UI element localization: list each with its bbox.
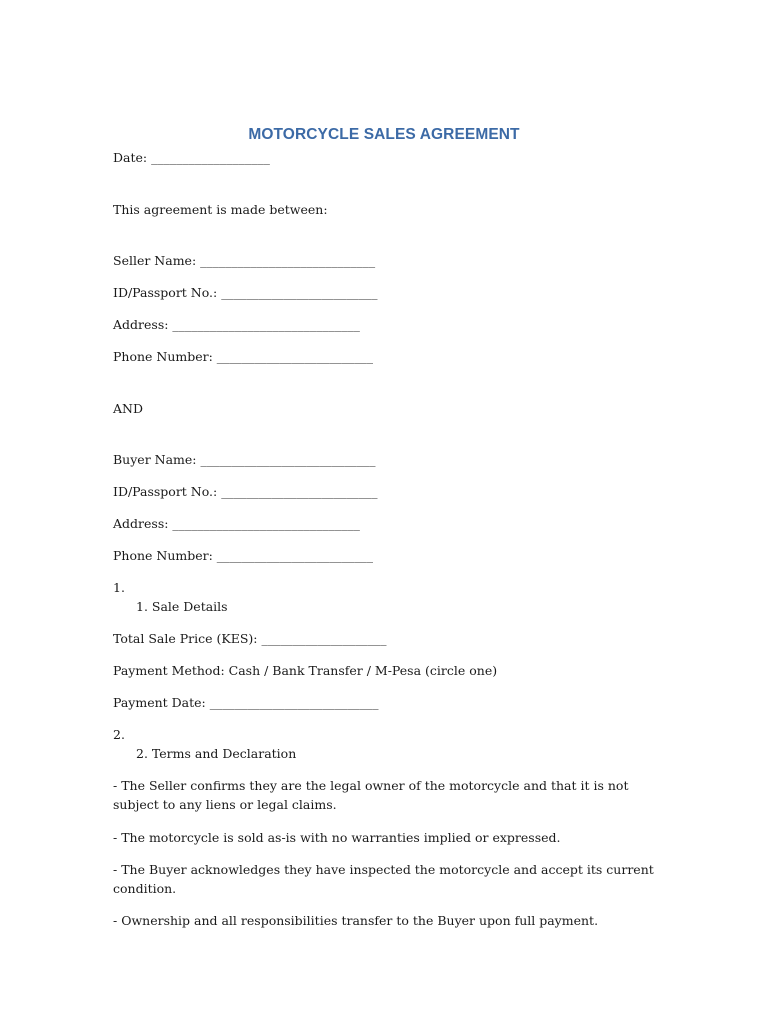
sale-price-line: Total Sale Price (KES): ____________________ [113,631,387,646]
buyer-name-line: Buyer Name: ____________________________ [113,452,376,467]
payment-method-line: Payment Method: Cash / Bank Transfer / M-Pesa (circle one) [113,663,498,678]
seller-address-line: Address: ______________________________ [113,317,360,332]
term-item-as-is: - The motorcycle is sold as-is with no warranties implied or expressed. [113,830,561,845]
term-item-inspection: - The Buyer acknowledges they have inspected the motorcycle and accept its current condition. [113,862,654,896]
intro-text: This agreement is made between: [113,202,328,217]
document-title: MOTORCYCLE SALES AGREEMENT [248,126,520,143]
date-field-line: Date: ___________________ [113,150,270,165]
and-separator: AND [113,401,143,416]
buyer-phone-line: Phone Number: _________________________ [113,548,374,563]
section-2-number: 2. [113,727,125,742]
buyer-address-line: Address: ______________________________ [113,516,360,531]
section-1-heading: 1. Sale Details [136,599,228,614]
section-2-heading: 2. Terms and Declaration [136,746,297,761]
payment-date-line: Payment Date: ___________________________ [113,695,379,710]
term-item-ownership: - The Seller confirms they are the legal owner of the motorcycle and that it is not subject to any liens or legal claims. [113,778,629,812]
seller-phone-line: Phone Number: _________________________ [113,349,374,364]
seller-id-line: ID/Passport No.: _________________________ [113,285,378,300]
seller-name-line: Seller Name: ____________________________ [113,253,376,268]
term-item-transfer: - Ownership and all responsibilities transfer to the Buyer upon full payment. [113,913,599,928]
section-1-number: 1. [113,580,125,595]
buyer-id-line: ID/Passport No.: _________________________ [113,484,378,499]
